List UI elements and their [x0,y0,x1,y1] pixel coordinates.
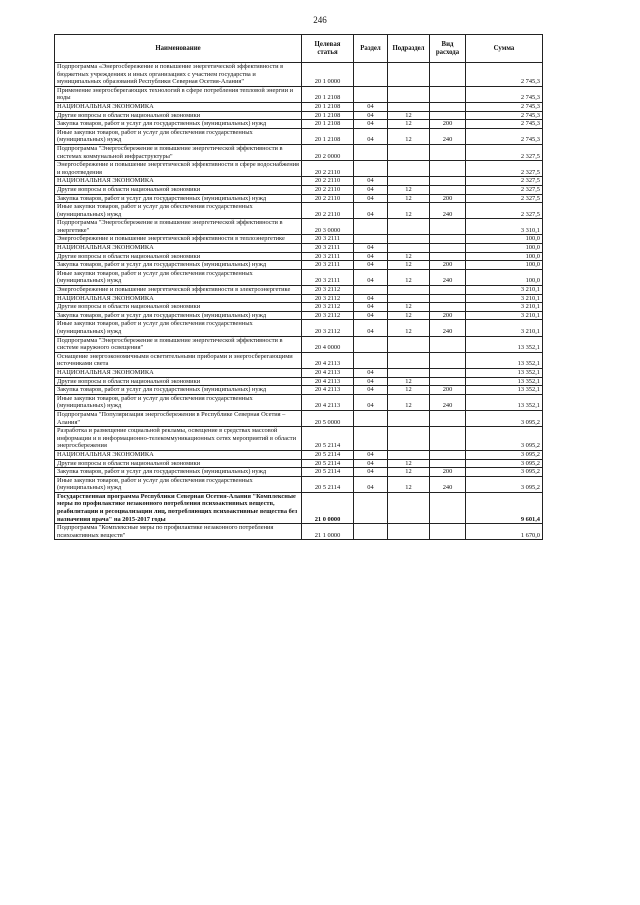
cell-target-article: 20 1 2108 [302,102,354,111]
cell-amount: 13 352,1 [466,386,543,395]
cell-expense-type [430,144,466,160]
table-row [55,294,543,303]
cell-section: 04 [354,320,388,336]
cell-expense-type [430,252,466,261]
cell-name: Подпрограмма "Энергосбережение и повышение энергетической эффективности в системах коммунальной инфраструктуры" [55,144,302,160]
cell-target-article: 20 5 2114 [302,459,354,468]
cell-name: Энергосбережение и повышение энергетической эффективности в теплоэнергетике [55,235,302,244]
cell-target-article: 20 1 2108 [302,128,354,144]
table-row [55,102,543,111]
cell-amount: 3 095,2 [466,459,543,468]
cell-expense-type [430,427,466,451]
table-row [55,459,543,468]
cell-expense-type: 240 [430,320,466,336]
table-row [55,120,543,129]
table-row [55,450,543,459]
cell-expense-type: 240 [430,269,466,285]
cell-name: НАЦИОНАЛЬНАЯ ЭКОНОМИКА [55,450,302,459]
cell-name: Иные закупки товаров, работ и услуг для обеспечения государственных (муниципальных) нужд [55,476,302,492]
cell-expense-type [430,303,466,312]
cell-subsection [388,492,430,523]
cell-target-article: 20 3 2111 [302,235,354,244]
cell-amount: 100,0 [466,235,543,244]
cell-expense-type [430,294,466,303]
table-row [55,410,543,426]
cell-target-article: 20 2 2110 [302,194,354,203]
cell-section: 04 [354,368,388,377]
cell-expense-type [430,177,466,186]
header-subsection: Подраздел [388,35,430,63]
cell-section: 04 [354,244,388,253]
cell-amount: 100,0 [466,261,543,270]
table-row [55,368,543,377]
cell-amount: 3 095,2 [466,450,543,459]
cell-subsection: 12 [388,311,430,320]
cell-subsection [388,86,430,102]
cell-expense-type [430,111,466,120]
cell-name: Другие вопросы в области национальной экономики [55,111,302,120]
cell-expense-type [430,185,466,194]
cell-section: 04 [354,185,388,194]
cell-section: 04 [354,468,388,477]
cell-name: Подпрограмма "Популяризация энергосбережения в Республике Северная Осетия – Алания" [55,410,302,426]
cell-subsection [388,524,430,540]
cell-subsection: 12 [388,111,430,120]
table-row [55,63,543,87]
cell-subsection: 12 [388,377,430,386]
cell-subsection [388,336,430,352]
cell-target-article: 20 1 2108 [302,111,354,120]
cell-expense-type [430,459,466,468]
cell-section: 04 [354,377,388,386]
cell-section [354,352,388,368]
cell-section: 04 [354,476,388,492]
cell-name: НАЦИОНАЛЬНАЯ ЭКОНОМИКА [55,368,302,377]
cell-name: Иные закупки товаров, работ и услуг для обеспечения государственных (муниципальных) нужд [55,394,302,410]
table-row [55,352,543,368]
cell-subsection [388,427,430,451]
cell-name: Закупка товаров, работ и услуг для государственных (муниципальных) нужд [55,386,302,395]
cell-name: Подпрограмма "Комплексные меры по профилактике незаконного потребления психоактивных веществ" [55,524,302,540]
cell-amount: 2 327,5 [466,177,543,186]
cell-target-article: 21 1 0000 [302,524,354,540]
cell-subsection [388,352,430,368]
cell-section: 04 [354,177,388,186]
table-row [55,161,543,177]
cell-expense-type [430,377,466,386]
table-row [55,336,543,352]
cell-expense-type [430,352,466,368]
table-row [55,235,543,244]
table-row [55,86,543,102]
cell-name: Другие вопросы в области национальной экономики [55,252,302,261]
header-name: Наименование [55,35,302,63]
cell-subsection: 12 [388,269,430,285]
cell-amount: 100,0 [466,244,543,253]
cell-section: 04 [354,111,388,120]
cell-name: Иные закупки товаров, работ и услуг для обеспечения государственных (муниципальных) нужд [55,320,302,336]
cell-name: Разработка и размещение социальной рекламы, освещение в средствах массовой информации и в информационно-телекоммуникационных сетях мероприятий в области энергосбережения [55,427,302,451]
cell-expense-type: 200 [430,386,466,395]
table-row [55,394,543,410]
cell-section: 04 [354,269,388,285]
table-row [55,252,543,261]
cell-section [354,235,388,244]
header-target-article: Целевая статья [302,35,354,63]
table-row [55,492,543,523]
cell-expense-type [430,492,466,523]
cell-subsection [388,410,430,426]
cell-target-article: 21 0 0000 [302,492,354,523]
cell-expense-type: 200 [430,120,466,129]
cell-subsection: 12 [388,128,430,144]
cell-target-article: 20 3 2111 [302,252,354,261]
cell-subsection: 12 [388,261,430,270]
cell-target-article: 20 3 2111 [302,244,354,253]
cell-subsection [388,144,430,160]
cell-target-article: 20 1 2108 [302,120,354,129]
cell-expense-type [430,219,466,235]
cell-name: Закупка товаров, работ и услуг для государственных (муниципальных) нужд [55,261,302,270]
cell-name: Иные закупки товаров, работ и услуг для обеспечения государственных (муниципальных) нужд [55,203,302,219]
cell-section [354,524,388,540]
cell-name: Другие вопросы в области национальной экономики [55,377,302,386]
cell-amount: 9 601,4 [466,492,543,523]
cell-name: Применение энергосберегающих технологий в сфере потребления тепловой энергии и воды [55,86,302,102]
cell-expense-type: 200 [430,311,466,320]
table-row [55,524,543,540]
cell-target-article: 20 3 2112 [302,294,354,303]
cell-section: 04 [354,120,388,129]
cell-target-article: 20 4 2113 [302,377,354,386]
cell-target-article: 20 3 2111 [302,261,354,270]
cell-subsection: 12 [388,252,430,261]
cell-subsection: 12 [388,476,430,492]
cell-name: Иные закупки товаров, работ и услуг для обеспечения государственных (муниципальных) нужд [55,128,302,144]
cell-subsection [388,235,430,244]
cell-section: 04 [354,128,388,144]
cell-name: Энергосбережение и повышение энергетической эффективности в сфере водоснабжения и водоотведения [55,161,302,177]
cell-name: Подпрограмма «Энергосбережение и повышение энергетической эффективности в бюджетных учреждениях и иных организациях с участием государства и муниципальных образований Республики Северная Осетия-Алания" [55,63,302,87]
cell-amount: 13 352,1 [466,394,543,410]
cell-name: Иные закупки товаров, работ и услуг для обеспечения государственных (муниципальных) нужд [55,269,302,285]
header-expense-type: Вид расхода [430,35,466,63]
cell-amount: 2 327,5 [466,144,543,160]
table-row [55,194,543,203]
cell-target-article: 20 4 2113 [302,352,354,368]
cell-amount: 13 352,1 [466,352,543,368]
cell-section [354,286,388,295]
cell-amount: 2 745,3 [466,63,543,87]
page-number: 246 [313,15,327,25]
cell-amount: 3 095,2 [466,410,543,426]
cell-section: 04 [354,394,388,410]
cell-section: 04 [354,261,388,270]
cell-subsection: 12 [388,185,430,194]
cell-section: 04 [354,303,388,312]
cell-name: Закупка товаров, работ и услуг для государственных (муниципальных) нужд [55,468,302,477]
cell-name: НАЦИОНАЛЬНАЯ ЭКОНОМИКА [55,177,302,186]
cell-subsection [388,286,430,295]
cell-section [354,336,388,352]
cell-section: 04 [354,459,388,468]
cell-expense-type: 240 [430,476,466,492]
cell-subsection: 12 [388,320,430,336]
cell-subsection: 12 [388,120,430,129]
cell-subsection [388,161,430,177]
cell-name: Другие вопросы в области национальной экономики [55,185,302,194]
table-row [55,377,543,386]
cell-subsection [388,294,430,303]
cell-section [354,427,388,451]
table-row [55,468,543,477]
cell-subsection: 12 [388,203,430,219]
cell-name: Подпрограмма "Энергосбережение и повышение энергетической эффективности в энергетике" [55,219,302,235]
table-row [55,128,543,144]
cell-amount: 2 327,5 [466,194,543,203]
table-row [55,286,543,295]
cell-subsection: 12 [388,194,430,203]
cell-name: Подпрограмма "Энергосбережение и повышение энергетической эффективности в системе наружного освещения" [55,336,302,352]
cell-target-article: 20 1 2108 [302,86,354,102]
cell-expense-type [430,368,466,377]
cell-expense-type [430,336,466,352]
table-row [55,311,543,320]
cell-expense-type [430,244,466,253]
cell-expense-type: 200 [430,194,466,203]
cell-amount: 100,0 [466,269,543,285]
cell-amount: 2 745,3 [466,102,543,111]
cell-target-article: 20 4 0000 [302,336,354,352]
cell-subsection: 12 [388,394,430,410]
table-row [55,261,543,270]
cell-amount: 3 210,1 [466,303,543,312]
cell-target-article: 20 4 2113 [302,394,354,410]
cell-amount: 13 352,1 [466,368,543,377]
cell-amount: 3 210,1 [466,311,543,320]
cell-subsection: 12 [388,468,430,477]
cell-amount: 3 210,1 [466,294,543,303]
cell-amount: 3 095,2 [466,468,543,477]
cell-amount: 3 310,1 [466,219,543,235]
cell-target-article: 20 3 0000 [302,219,354,235]
cell-expense-type [430,63,466,87]
cell-subsection [388,63,430,87]
cell-amount: 3 095,2 [466,427,543,451]
cell-name: Другие вопросы в области национальной экономики [55,459,302,468]
cell-subsection [388,244,430,253]
cell-amount: 13 352,1 [466,377,543,386]
cell-amount: 13 352,1 [466,336,543,352]
cell-name: НАЦИОНАЛЬНАЯ ЭКОНОМИКА [55,294,302,303]
cell-amount: 1 670,0 [466,524,543,540]
cell-target-article: 20 5 2114 [302,468,354,477]
cell-section: 04 [354,450,388,459]
table-row [55,144,543,160]
cell-target-article: 20 5 2114 [302,476,354,492]
header-amount: Сумма [466,35,543,63]
cell-expense-type [430,450,466,459]
cell-target-article: 20 5 0000 [302,410,354,426]
cell-name: Другие вопросы в области национальной экономики [55,303,302,312]
cell-name: Государственная программа Республики Северная Осетия-Алания "Комплексные меры по профилактике незаконного потребления психоактивных веществ, реабилитации и ресоциализации лиц, потребляющих психоактивные вещества без назначения врача" на 2015-2017 годы [55,492,302,523]
cell-section [354,410,388,426]
cell-amount: 100,0 [466,252,543,261]
cell-target-article: 20 2 0000 [302,144,354,160]
cell-subsection [388,368,430,377]
cell-section: 04 [354,294,388,303]
cell-expense-type [430,235,466,244]
cell-expense-type: 200 [430,261,466,270]
cell-section: 04 [354,194,388,203]
table-row [55,476,543,492]
cell-target-article: 20 2 2110 [302,177,354,186]
cell-expense-type: 240 [430,203,466,219]
cell-target-article: 20 2 2110 [302,203,354,219]
cell-amount: 2 327,5 [466,185,543,194]
cell-amount: 2 745,3 [466,128,543,144]
cell-target-article: 20 3 2112 [302,311,354,320]
cell-subsection: 12 [388,303,430,312]
cell-expense-type [430,410,466,426]
cell-expense-type: 240 [430,394,466,410]
cell-amount: 2 745,3 [466,86,543,102]
cell-amount: 3 210,1 [466,320,543,336]
cell-name: Закупка товаров, работ и услуг для государственных (муниципальных) нужд [55,194,302,203]
cell-section [354,63,388,87]
cell-target-article: 20 2 2110 [302,185,354,194]
cell-expense-type: 240 [430,128,466,144]
cell-expense-type [430,161,466,177]
cell-section: 04 [354,252,388,261]
cell-section [354,86,388,102]
cell-section [354,144,388,160]
cell-amount: 2 745,3 [466,120,543,129]
cell-section [354,219,388,235]
cell-name: НАЦИОНАЛЬНАЯ ЭКОНОМИКА [55,244,302,253]
table-header-row [55,35,543,63]
cell-target-article: 20 5 2114 [302,427,354,451]
cell-section [354,492,388,523]
cell-target-article: 20 1 0000 [302,63,354,87]
cell-subsection [388,102,430,111]
cell-target-article: 20 3 2112 [302,303,354,312]
cell-name: Энергосбережение и повышение энергетической эффективности в электроэнергетике [55,286,302,295]
cell-section: 04 [354,386,388,395]
cell-expense-type [430,102,466,111]
cell-section: 04 [354,311,388,320]
cell-amount: 2 327,5 [466,161,543,177]
budget-table [54,34,543,540]
cell-section: 04 [354,102,388,111]
cell-target-article: 20 3 2111 [302,269,354,285]
cell-subsection: 12 [388,386,430,395]
table-row [55,269,543,285]
cell-expense-type [430,86,466,102]
table-row [55,303,543,312]
cell-target-article: 20 3 2112 [302,286,354,295]
cell-expense-type [430,286,466,295]
cell-subsection [388,450,430,459]
cell-expense-type [430,524,466,540]
table-row [55,320,543,336]
cell-amount: 2 327,5 [466,203,543,219]
cell-amount: 3 095,2 [466,476,543,492]
cell-target-article: 20 2 2110 [302,161,354,177]
cell-subsection [388,219,430,235]
cell-amount: 2 745,3 [466,111,543,120]
cell-target-article: 20 4 2113 [302,368,354,377]
cell-amount: 3 210,1 [466,286,543,295]
header-section: Раздел [354,35,388,63]
cell-section: 04 [354,203,388,219]
cell-section [354,161,388,177]
cell-name: НАЦИОНАЛЬНАЯ ЭКОНОМИКА [55,102,302,111]
table-body [55,63,543,540]
cell-target-article: 20 4 2113 [302,386,354,395]
table-row [55,203,543,219]
table-row [55,219,543,235]
cell-target-article: 20 5 2114 [302,450,354,459]
table-row [55,244,543,253]
cell-name: Закупка товаров, работ и услуг для государственных (муниципальных) нужд [55,311,302,320]
cell-name: Оснащение энергоэкономичными осветительными приборами и энергосберегающими источниками света [55,352,302,368]
cell-subsection: 12 [388,459,430,468]
table-row [55,386,543,395]
cell-name: Закупка товаров, работ и услуг для государственных (муниципальных) нужд [55,120,302,129]
cell-expense-type: 200 [430,468,466,477]
table-row [55,427,543,451]
table-row [55,111,543,120]
table-row [55,185,543,194]
table-row [55,177,543,186]
cell-subsection [388,177,430,186]
cell-target-article: 20 3 2112 [302,320,354,336]
